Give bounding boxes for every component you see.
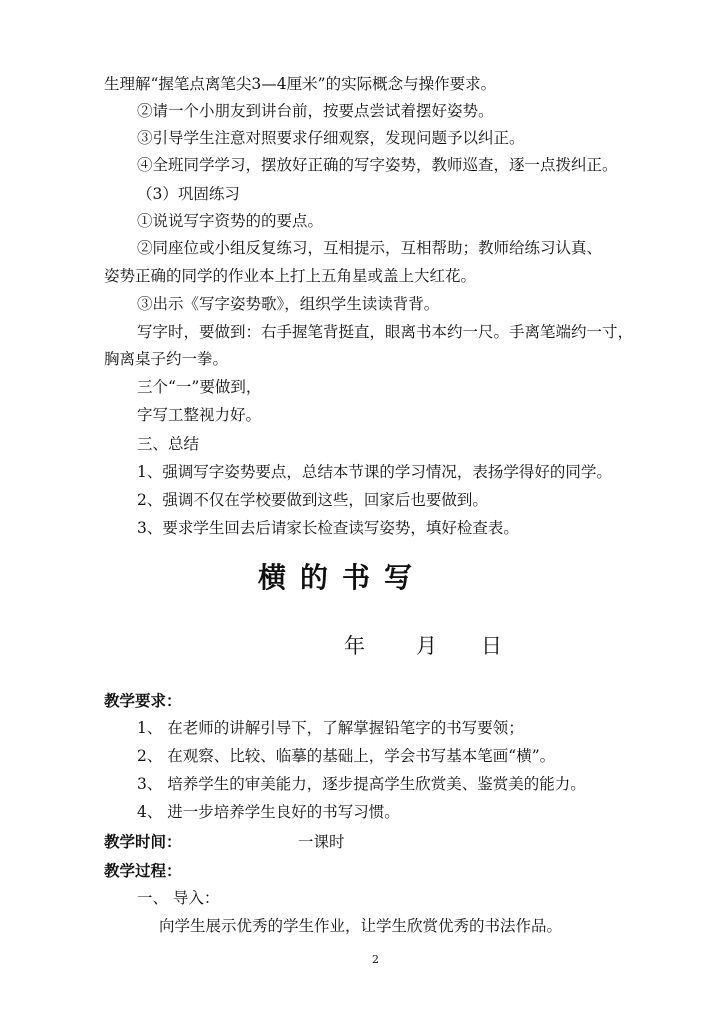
list-item: 2、强调不仅在学校要做到这些，回家后也要做到。 bbox=[137, 491, 488, 509]
list-item: 1、强调写字姿势要点，总结本节课的学习情况，表扬学得好的同学。 bbox=[137, 463, 612, 481]
body-line: 姿势正确的同学的作业本上打上五角星或盖上大红花。 bbox=[104, 267, 477, 285]
body-line: ②请一个小朋友到讲台前，按要点尝试着摆好姿势。 bbox=[137, 102, 494, 120]
process-step: 一、 导入： bbox=[137, 889, 220, 907]
process-heading: 教学过程： bbox=[104, 862, 182, 880]
body-line: ②同座位或小组反复练习，互相提示，互相帮助；教师给练习认真、 bbox=[137, 239, 603, 257]
body-line: ①说说写字资势的的要点。 bbox=[137, 212, 324, 230]
list-item: 3、要求学生回去后请家长检查读写姿势，填好检查表。 bbox=[137, 519, 519, 537]
requirement-item: 1、 在老师的讲解引导下，了解掌握铅笔字的书写要领； bbox=[137, 719, 524, 737]
date-day: 日 bbox=[481, 634, 502, 658]
lesson-title: 横的书写 bbox=[258, 561, 427, 594]
requirement-item: 4、 进一步培养学生良好的书写习惯。 bbox=[137, 803, 400, 821]
page-number: 2 bbox=[372, 953, 379, 966]
time-value: 一课时 bbox=[298, 833, 345, 851]
body-line: 胸离桌子约一拳。 bbox=[104, 350, 229, 368]
body-line: ④全班同学学习，摆放好正确的写字姿势，教师巡查，逐一点拨纠正。 bbox=[137, 156, 618, 174]
time-heading: 教学时间： bbox=[104, 833, 182, 851]
subheading: （3）巩固练习 bbox=[137, 185, 240, 203]
requirements-heading: 教学要求： bbox=[104, 692, 182, 710]
body-line: 写字时，要做到：右手握笔背挺直，眼离书本约一尺。手离笔端约一寸， bbox=[137, 323, 634, 341]
requirement-item: 2、 在观察、比较、临摹的基础上，学会书写基本笔画“横”。 bbox=[137, 747, 556, 765]
body-line: 字写工整视力好。 bbox=[137, 406, 262, 424]
body-line: ③引导学生注意对照要求仔细观察，发现问题予以纠正。 bbox=[137, 129, 525, 147]
date-year: 年 bbox=[344, 634, 365, 658]
process-text: 向学生展示优秀的学生作业，让学生欣赏优秀的书法作品。 bbox=[159, 917, 563, 935]
date-month: 月 bbox=[416, 634, 437, 658]
body-line: 生理解“握笔点离笔尖3—4厘米”的实际概念与操作要求。 bbox=[104, 75, 497, 93]
body-line: ③出示《写字姿势歌》，组织学生读读背背。 bbox=[137, 295, 440, 313]
requirement-item: 3、 培养学生的审美能力，逐步提高学生欣赏美、鉴赏美的能力。 bbox=[137, 775, 586, 793]
section-heading: 三、总结 bbox=[137, 435, 200, 453]
body-line: 三个“一”要做到， bbox=[137, 378, 262, 396]
